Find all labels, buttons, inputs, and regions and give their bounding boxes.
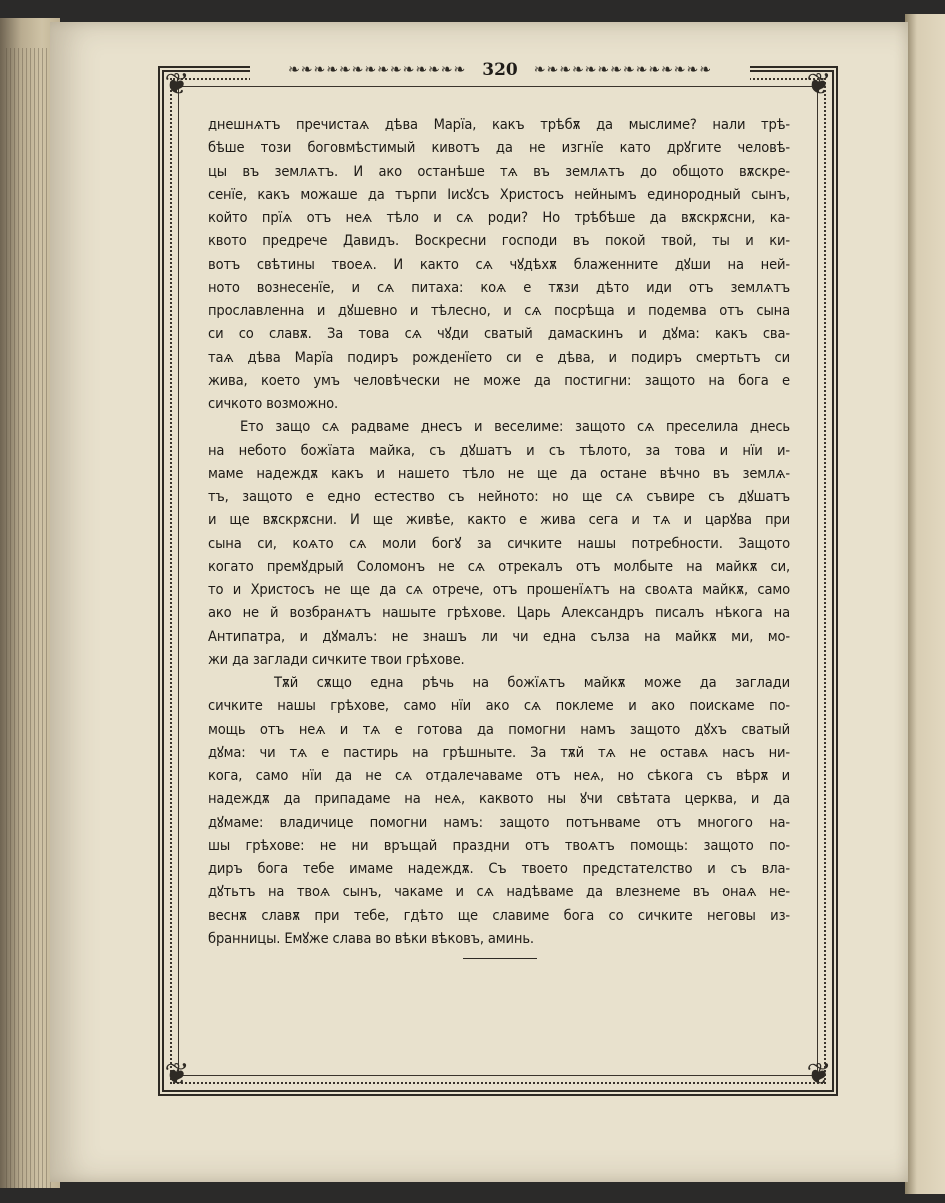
text-line: сенїе, какъ можаше да търпи Iисꙋсъ Христосъ нейнымъ единородный сынъ, xyxy=(208,185,790,203)
paragraph xyxy=(208,671,790,950)
text-line: кога, само нїи да не сѧ отдалечаваме отъ неѧ, но сѣкога съ вѣрѫ и xyxy=(208,767,790,784)
body-text xyxy=(208,113,790,950)
page-edges xyxy=(6,48,54,1188)
page-header xyxy=(250,60,750,80)
text-line: тъ, защото е едно естество съ нейното: но ще сѧ съвире съ дꙋшатъ xyxy=(208,488,790,505)
text-line: цы въ землѧтъ. И ако останѣше тѧ въ землѧтъ до общото вѫскре- xyxy=(208,162,790,180)
header-ornament-right-icon: ❧❧❧❧❧❧❧❧❧❧❧❧❧❧ xyxy=(533,62,712,78)
text-line: мощь отъ неѧ и тѧ е готова да помогни намъ защото дꙋхъ сватый xyxy=(208,720,790,738)
text-line: Ето защо сѧ радваме днесъ и веселиме: защото сѧ преселила днесь xyxy=(240,418,790,436)
text-line: прославленна и дꙋшевно и тѣлесно, и сѧ посрѣща и подемва отъ сына xyxy=(208,302,790,319)
text-line: на небото божїата майка, съ дꙋшатъ и съ тѣлото, за това и нїи и- xyxy=(208,441,790,459)
text-line: квото предрече Давидъ. Воскресни господи въ покой твой, ты и ки- xyxy=(208,232,790,250)
facing-page-edge xyxy=(905,14,945,1194)
header-ornament-left-icon: ❧❧❧❧❧❧❧❧❧❧❧❧❧❧ xyxy=(288,62,467,78)
text-line: ако не й возбранѧтъ нашыте грѣхове. Царь Александръ писалъ нѣкога на xyxy=(208,604,790,622)
text-line: който прїѧ отъ неѧ тѣло и сѧ роди? Но трѣбѣше да вѫскрѫсни, ка- xyxy=(208,209,790,226)
text-line: диръ бога тебе имаме надеждѫ. Съ твоето предстателство и съ вла- xyxy=(208,860,790,877)
text-line: то и Христосъ не ще да сѧ отрече, отъ прошенїѧтъ на своѧта майкѫ, само xyxy=(208,581,790,598)
corner-ornament-icon: ❦ xyxy=(806,67,832,102)
text-line: си со славѫ. За това сѧ чꙋди сватый дамаскинъ и дꙋма: какъ сва- xyxy=(208,325,790,343)
text-line: маме надеждѫ какъ и нашето тѣло не ще да остане вѣчно въ землѧ- xyxy=(208,464,790,482)
corner-ornament-icon: ❦ xyxy=(806,1057,832,1092)
text-line: жи да заглади сичките твои грѣхове. xyxy=(208,650,465,668)
text-line: надеждѫ да припадаме на неѧ, каквото ны ꙋчи свѣтата церква, и да xyxy=(208,790,790,808)
text-line: таѧ дѣва Марїа подиръ рожденїето си е дѣва, и подиръ смертьтъ си xyxy=(208,348,790,366)
text-line: вотъ свѣтины твоеѧ. И както сѧ чꙋдѣхѫ блаженните дꙋши на ней- xyxy=(208,255,790,273)
corner-ornament-icon: ❦ xyxy=(164,67,190,102)
paragraph xyxy=(208,415,790,671)
corner-ornament-icon: ❦ xyxy=(164,1057,190,1092)
text-line: жива, което умъ человѣчески не може да постигни: защото на бога е xyxy=(208,371,790,389)
text-line: сына си, коѧто сѧ моли богꙋ за сичките нашы потребности. Защото xyxy=(208,534,790,552)
text-line: дꙋмаме: владичице помогни намъ: защото потънваме отъ многого на- xyxy=(208,813,790,831)
text-line: ното вознесенїе, и сѧ питаха: коѧ е тѫзи дѣто иди отъ землѧтъ xyxy=(208,278,790,296)
text-line: и ще вѫскрѫсни. И ще живѣе, както е жива сега и тѧ и царꙋва при xyxy=(208,511,790,529)
text-line: дꙋма: чи тѧ е пастирь на грѣшныте. За тѫй тѧ не оставѧ насъ ни- xyxy=(208,743,790,761)
text-line: бѣше този боговмѣстимый кивотъ да не изгнїе като дрꙋгите человѣ- xyxy=(208,139,790,157)
page-number: 320 xyxy=(482,60,518,80)
text-line: днешнѧтъ пречистаѧ дѣва Марїа, какъ трѣбѫ да мыслиме? нали трѣ- xyxy=(208,116,790,133)
text-line: шы грѣхове: не ни връщай праздни отъ твоѧтъ помощь: защото по- xyxy=(208,836,790,854)
text-line: сичките нашы грѣхове, само нїи ако сѧ поклеме и ако поискаме по- xyxy=(208,697,790,715)
end-rule xyxy=(463,958,537,959)
text-line: Тѫй сѫщо една рѣчь на божїѧтъ майкѫ може да заглади xyxy=(274,674,790,691)
text-line: дꙋтьтъ на твоѧ сынъ, чакаме и сѧ надѣваме да влезнеме въ онаѧ не- xyxy=(208,883,790,901)
text-line: веснѫ славѫ при тебе, гдѣто ще славиме бога со сичките неговы из- xyxy=(208,906,790,924)
text-line: Антипатра, и дꙋмалъ: не знашъ ли чи една сълза на майкѫ ми, мо- xyxy=(208,627,790,645)
paragraph xyxy=(208,113,790,415)
text-line: когато премꙋдрый Соломонъ не сѧ отрекалъ отъ молбыте на майкѫ си, xyxy=(208,557,790,575)
text-line: бранницы. Емꙋже слава во вѣки вѣковъ, аминь. xyxy=(208,929,534,947)
text-line: сичкото возможно. xyxy=(208,395,339,412)
